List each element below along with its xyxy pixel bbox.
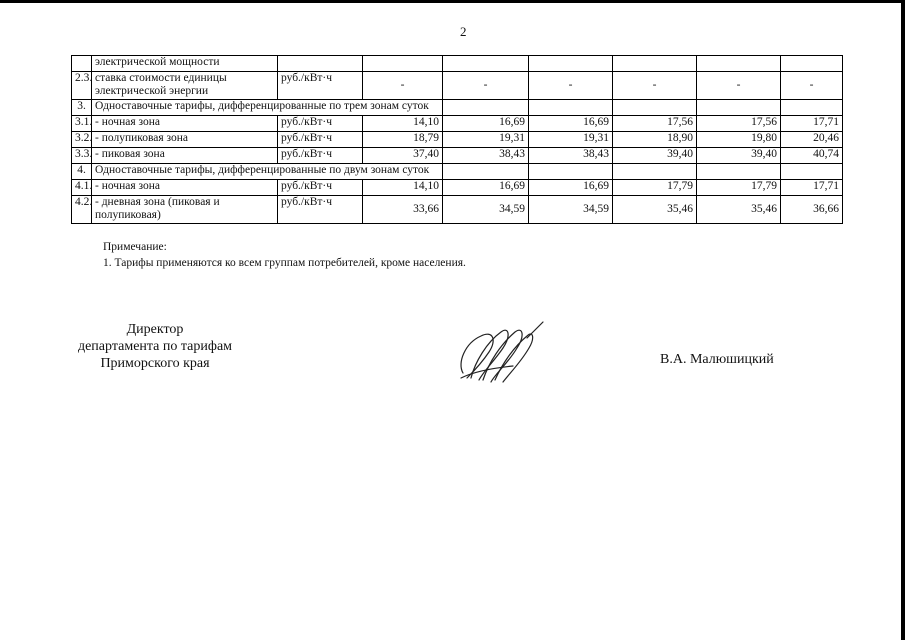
value-cell: 18,90 (613, 132, 697, 148)
value-cell: 37,40 (363, 148, 443, 164)
value-cell: - (363, 72, 443, 100)
value-cell: 19,31 (443, 132, 529, 148)
row-unit: руб./кВт·ч (278, 196, 363, 224)
table-row (72, 180, 843, 196)
row-number: 3.1. (72, 116, 92, 132)
empty-cell (613, 164, 697, 180)
value-cell (697, 56, 781, 72)
row-number: 4.1. (72, 180, 92, 196)
row-name: - пиковая зона (92, 148, 278, 164)
value-cell: 18,79 (363, 132, 443, 148)
section-row (72, 100, 843, 116)
row-name: - ночная зона (92, 180, 278, 196)
table-row (72, 196, 843, 224)
empty-cell (697, 164, 781, 180)
num-cell (72, 56, 92, 72)
value-cell: 17,56 (613, 116, 697, 132)
empty-cell (613, 100, 697, 116)
row-number: 2.3. (72, 72, 92, 100)
value-cell (613, 56, 697, 72)
row-unit: руб./кВт·ч (278, 72, 363, 100)
empty-cell (529, 164, 613, 180)
value-cell: - (443, 72, 529, 100)
value-cell (363, 56, 443, 72)
value-cell: 40,74 (781, 148, 843, 164)
value-cell: 17,71 (781, 180, 843, 196)
signatory-name: В.А. Малюшицкий (660, 352, 774, 367)
empty-cell (781, 164, 843, 180)
value-cell: - (697, 72, 781, 100)
scan-top-edge (0, 0, 905, 3)
row-name: - ночная зона (92, 116, 278, 132)
section-row (72, 164, 843, 180)
value-cell: 14,10 (363, 116, 443, 132)
value-cell: 38,43 (529, 148, 613, 164)
value-cell (529, 56, 613, 72)
row-unit: руб./кВт·ч (278, 180, 363, 196)
value-cell: 39,40 (613, 148, 697, 164)
section-number: 4. (72, 164, 92, 180)
handwritten-signature (453, 318, 548, 388)
table-row (72, 72, 843, 100)
value-cell: 33,66 (363, 196, 443, 224)
page-number: 2 (460, 24, 467, 39)
value-cell: 14,10 (363, 180, 443, 196)
row-name: ставка стоимости единицы электрической энергии (92, 72, 278, 100)
value-cell (781, 56, 843, 72)
position-line: департамента по тарифам (77, 339, 233, 354)
section-number: 3. (72, 100, 92, 116)
row-unit: руб./кВт·ч (278, 148, 363, 164)
value-cell: 16,69 (529, 116, 613, 132)
value-cell: 17,56 (697, 116, 781, 132)
value-cell: 34,59 (529, 196, 613, 224)
position-line: Приморского края (100, 356, 210, 371)
value-cell: 16,69 (529, 180, 613, 196)
table-row (72, 56, 843, 72)
value-cell: - (781, 72, 843, 100)
row-name: - дневная зона (пиковая и полупиковая) (92, 196, 278, 224)
value-cell: 34,59 (443, 196, 529, 224)
empty-cell (529, 100, 613, 116)
value-cell: 39,40 (697, 148, 781, 164)
value-cell: 17,79 (613, 180, 697, 196)
table-row (72, 148, 843, 164)
row-number: 4.2. (72, 196, 92, 224)
empty-cell (697, 100, 781, 116)
notes-item: 1. Тарифы применяются ко всем группам потребителей, кроме населения. (103, 257, 466, 269)
unit-cell (278, 56, 363, 72)
value-cell: 16,69 (443, 116, 529, 132)
table-row (72, 132, 843, 148)
value-cell: 17,79 (697, 180, 781, 196)
section-title: Одноставочные тарифы, дифференцированные по трем зонам суток (92, 100, 443, 116)
value-cell: 35,46 (613, 196, 697, 224)
row-number: 3.3. (72, 148, 92, 164)
signatory-position (55, 321, 255, 372)
value-cell: 38,43 (443, 148, 529, 164)
empty-cell (443, 100, 529, 116)
notes-title: Примечание: (103, 241, 167, 253)
row-unit: руб./кВт·ч (278, 132, 363, 148)
continuation-cell: электрической мощности (92, 56, 278, 72)
row-number: 3.2. (72, 132, 92, 148)
value-cell: 35,46 (697, 196, 781, 224)
value-cell: 20,46 (781, 132, 843, 148)
value-cell: 17,71 (781, 116, 843, 132)
value-cell: - (613, 72, 697, 100)
empty-cell (443, 164, 529, 180)
table-row (72, 116, 843, 132)
tariff-table (71, 55, 843, 224)
value-cell: 19,31 (529, 132, 613, 148)
value-cell: 16,69 (443, 180, 529, 196)
notes (103, 239, 466, 271)
value-cell: 36,66 (781, 196, 843, 224)
value-cell: - (529, 72, 613, 100)
row-name: - полупиковая зона (92, 132, 278, 148)
position-line: Директор (126, 322, 184, 337)
row-unit: руб./кВт·ч (278, 116, 363, 132)
scan-right-edge (901, 0, 905, 640)
value-cell (443, 56, 529, 72)
value-cell: 19,80 (697, 132, 781, 148)
section-title: Одноставочные тарифы, дифференцированные по двум зонам суток (92, 164, 443, 180)
empty-cell (781, 100, 843, 116)
